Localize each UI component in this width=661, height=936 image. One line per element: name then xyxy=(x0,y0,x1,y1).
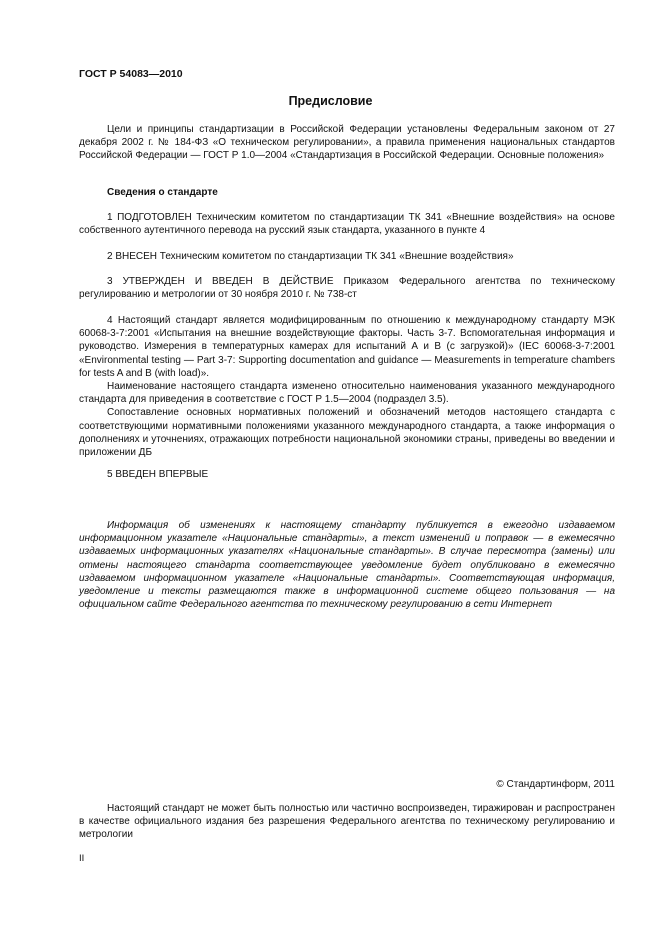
item-1-paragraph: 1 ПОДГОТОВЛЕН Техническим комитетом по стандартизации ТК 341 «Внешние воздействия» на основе собственного аутентичного перевода на русский язык стандарта, указанного в пункте 4 xyxy=(79,212,615,237)
page-number: II xyxy=(79,853,85,864)
item-4-paragraph: 4 Настоящий стандарт является модифицированным по отношению к международному стандарту МЭК 60068-3-7:2001 «Испытания на внешние воздействующие факторы. Часть 3-7. Вспомогательная информация и руководство. Измерения в температурных камерах для испытаний А и В (с загрузкой)» (IEC 60068-3-7:2001 «Environmental testing — Part 3-7: Supporting documentation and guidance — Measurements in temperature chambers for tests A and B (with load)». xyxy=(79,315,615,379)
item-3-block xyxy=(79,275,615,301)
item-5-block xyxy=(79,468,615,481)
item-2-block xyxy=(79,250,615,263)
intro-paragraph: Цели и принципы стандартизации в Российской Федерации установлены Федеральным законом от 27 декабря 2002 г. № 184-ФЗ «О техническом регулировании», а правила применения национальных стандартов Российской Федерации — ГОСТ Р 1.0—2004 «Стандартизация в Российской Федерации. Основные положения» xyxy=(79,124,615,162)
reproduction-paragraph: Настоящий стандарт не может быть полностью или частично воспроизведен, тиражирован и распространен в качестве официального издания без разрешения Федерального агентства по техническому регулированию и метрологии xyxy=(79,803,615,841)
item-1-block xyxy=(79,211,615,237)
intro-block xyxy=(79,123,615,163)
item-4-comparison-paragraph: Сопоставление основных нормативных положений и обозначений методов настоящего стандарта с соответствующими нормативными положениями указанного международного стандарта, а также информация о дополнениях и уточнениях, отражающих потребности национальной экономики страны, приведены во введении и приложении ДБ xyxy=(79,407,615,459)
item-5-paragraph: 5 ВВЕДЕН ВПЕРВЫЕ xyxy=(107,469,209,480)
item-4-block xyxy=(79,314,615,459)
item-3-paragraph: 3 УТВЕРЖДЕН И ВВЕДЕН В ДЕЙСТВИЕ Приказом Федерального агентства по техническому регулированию и метрологии от 30 ноября 2010 г. № 738-ст xyxy=(79,276,615,301)
page-title: Предисловие xyxy=(288,94,373,108)
subtitle-block xyxy=(79,186,615,199)
notice-paragraph: Информация об изменениях к настоящему стандарту публикуется в ежегодно издаваемом информационном указателе «Национальные стандарты», а текст изменений и поправок — в ежемесячно издаваемых информационных указателях «Национальные стандарты». В случае пересмотра (замены) или отмены настоящего стандарта соответствующее уведомление будет опубликовано в ежемесячно издаваемом информационном указателе «Национальные стандарты». Соответствующая информация, уведомление и тексты размещаются также в информационной системе общего пользования — на официальном сайте Федерального агентства по техническому регулированию в сети Интернет xyxy=(79,520,615,611)
reproduction-block xyxy=(79,802,615,842)
section-subtitle: Сведения о стандарте xyxy=(107,187,218,198)
item-2-paragraph: 2 ВНЕСЕН Техническим комитетом по стандартизации ТК 341 «Внешние воздействия» xyxy=(107,251,514,262)
item-4-name-paragraph: Наименование настоящего стандарта изменено относительно наименования указанного международного стандарта для приведения в соответствие с ГОСТ Р 1.5—2004 (подраздел 3.5). xyxy=(79,381,615,406)
copyright-line: © Стандартинформ, 2011 xyxy=(496,779,615,790)
notice-block xyxy=(79,519,615,611)
document-header: ГОСТ Р 54083—2010 xyxy=(79,68,183,80)
